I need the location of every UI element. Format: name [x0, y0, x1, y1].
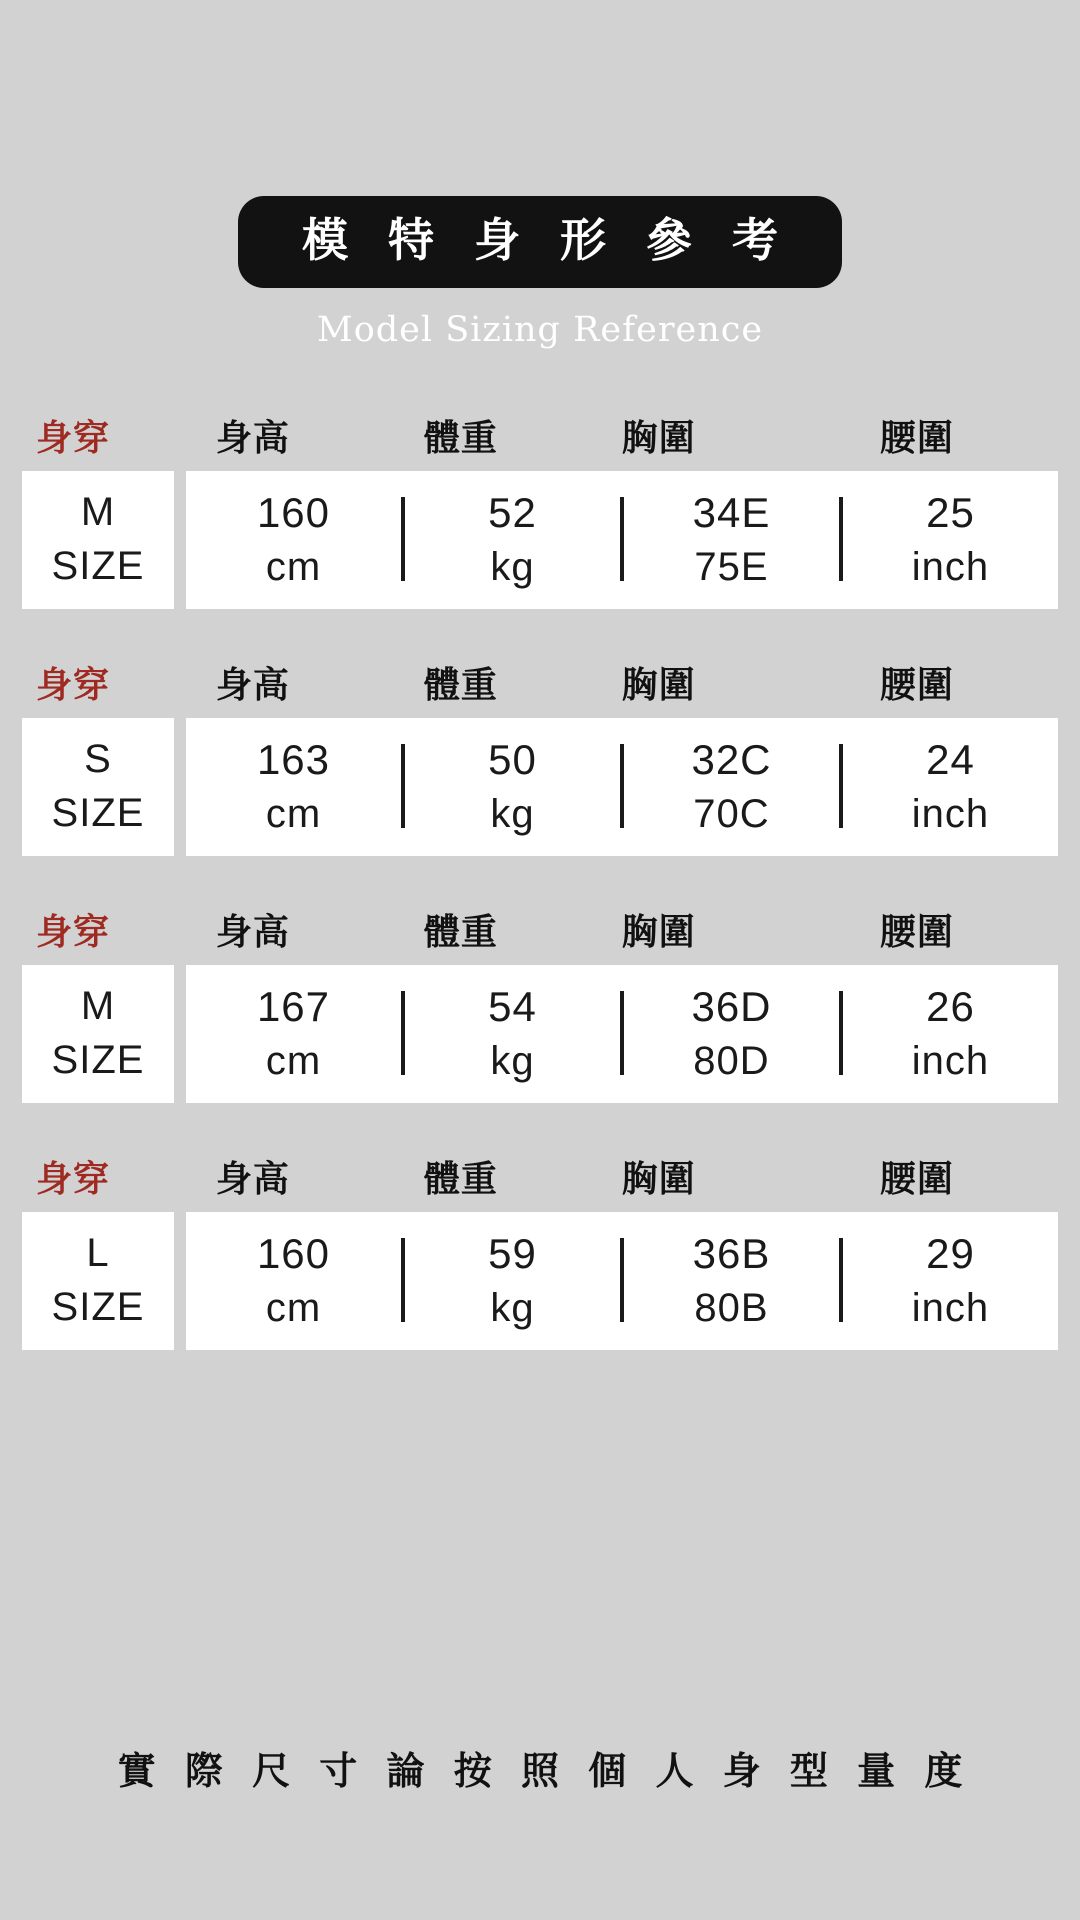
weight-value: 54 — [488, 983, 537, 1030]
size-badge — [22, 471, 174, 609]
row-gap — [174, 471, 186, 609]
metrics-group — [186, 965, 1058, 1103]
size-letter: M — [80, 490, 116, 535]
bust-alt-value: 70C — [693, 791, 770, 836]
size-word: SIZE — [51, 544, 145, 589]
metric-bust — [624, 485, 839, 593]
waist-unit: inch — [911, 544, 990, 589]
weight-value: 50 — [488, 736, 537, 783]
weight-value: 59 — [488, 1230, 537, 1277]
metric-waist — [843, 485, 1058, 593]
height-value: 163 — [256, 736, 331, 783]
metric-height — [186, 732, 401, 840]
metric-height — [186, 979, 401, 1087]
bust-alt-value: 80B — [694, 1285, 769, 1330]
weight-value: 52 — [488, 489, 537, 536]
size-block — [0, 410, 1080, 609]
metric-bust — [624, 732, 839, 840]
waist-value: 25 — [926, 489, 975, 536]
size-block — [0, 904, 1080, 1103]
table-row — [0, 965, 1080, 1103]
size-word: SIZE — [51, 791, 145, 836]
page-title: 模 特 身 形 參 考 — [238, 196, 842, 288]
bust-alt-value: 80D — [693, 1038, 770, 1083]
column-header-waist: 腰圍 — [879, 1159, 954, 1201]
waist-unit: inch — [911, 791, 990, 836]
size-letter: L — [86, 1231, 110, 1276]
column-header-wear: 身穿 — [36, 1159, 111, 1201]
bust-value: 36D — [691, 983, 772, 1030]
height-value: 160 — [256, 489, 331, 536]
column-header-wear: 身穿 — [36, 418, 111, 460]
height-unit: cm — [265, 1038, 322, 1083]
metric-waist — [843, 1226, 1058, 1334]
size-block — [0, 1151, 1080, 1350]
size-table-list — [0, 410, 1080, 1350]
metric-bust — [624, 979, 839, 1087]
row-gap — [174, 965, 186, 1103]
column-header-weight: 體重 — [423, 912, 498, 954]
bust-alt-value: 75E — [694, 544, 769, 589]
metric-weight — [405, 732, 620, 840]
table-row — [0, 718, 1080, 856]
metrics-group — [186, 718, 1058, 856]
waist-value: 26 — [926, 983, 975, 1030]
size-letter: M — [80, 984, 116, 1029]
waist-value: 24 — [926, 736, 975, 783]
size-badge — [22, 718, 174, 856]
column-header-wear: 身穿 — [36, 665, 111, 707]
metric-bust — [624, 1226, 839, 1334]
row-gap — [174, 1212, 186, 1350]
metrics-group — [186, 471, 1058, 609]
column-header-wear: 身穿 — [36, 912, 111, 954]
metric-waist — [843, 732, 1058, 840]
table-row — [0, 1212, 1080, 1350]
column-header-row — [0, 410, 1080, 461]
waist-unit: inch — [911, 1038, 990, 1083]
column-header-height: 身高 — [215, 665, 290, 707]
height-unit: cm — [265, 1285, 322, 1330]
weight-unit: kg — [490, 791, 535, 836]
column-header-waist: 腰圍 — [879, 418, 954, 460]
column-header-bust: 胸圍 — [621, 665, 696, 707]
bust-value: 36B — [692, 1230, 771, 1277]
column-header-bust: 胸圍 — [621, 912, 696, 954]
metric-waist — [843, 979, 1058, 1087]
metric-height — [186, 485, 401, 593]
size-letter: S — [84, 737, 112, 782]
column-header-bust: 胸圍 — [621, 1159, 696, 1201]
weight-unit: kg — [490, 1285, 535, 1330]
metric-weight — [405, 485, 620, 593]
height-value: 160 — [256, 1230, 331, 1277]
column-header-bust: 胸圍 — [621, 418, 696, 460]
metric-height — [186, 1226, 401, 1334]
row-gap — [174, 718, 186, 856]
height-unit: cm — [265, 791, 322, 836]
column-header-waist: 腰圍 — [879, 665, 954, 707]
column-header-height: 身高 — [215, 418, 290, 460]
page-header — [0, 0, 1080, 350]
footer-note: 實 際 尺 寸 論 按 照 個 人 身 型 量 度 — [117, 1749, 971, 1793]
height-unit: cm — [265, 544, 322, 589]
page-subtitle: Model Sizing Reference — [316, 310, 764, 351]
bust-value: 32C — [691, 736, 772, 783]
waist-unit: inch — [911, 1285, 990, 1330]
column-header-height: 身高 — [215, 912, 290, 954]
size-word: SIZE — [51, 1038, 145, 1083]
column-header-waist: 腰圍 — [879, 912, 954, 954]
column-header-weight: 體重 — [423, 418, 498, 460]
column-header-row — [0, 657, 1080, 708]
table-row — [0, 471, 1080, 609]
weight-unit: kg — [490, 544, 535, 589]
column-header-weight: 體重 — [423, 1159, 498, 1201]
weight-unit: kg — [490, 1038, 535, 1083]
height-value: 167 — [256, 983, 331, 1030]
size-word: SIZE — [51, 1285, 145, 1330]
metric-weight — [405, 1226, 620, 1334]
column-header-row — [0, 1151, 1080, 1202]
waist-value: 29 — [926, 1230, 975, 1277]
bust-value: 34E — [692, 489, 771, 536]
metrics-group — [186, 1212, 1058, 1350]
metric-weight — [405, 979, 620, 1087]
size-badge — [22, 1212, 174, 1350]
column-header-row — [0, 904, 1080, 955]
column-header-height: 身高 — [215, 1159, 290, 1201]
column-header-weight: 體重 — [423, 665, 498, 707]
size-block — [0, 657, 1080, 856]
size-badge — [22, 965, 174, 1103]
